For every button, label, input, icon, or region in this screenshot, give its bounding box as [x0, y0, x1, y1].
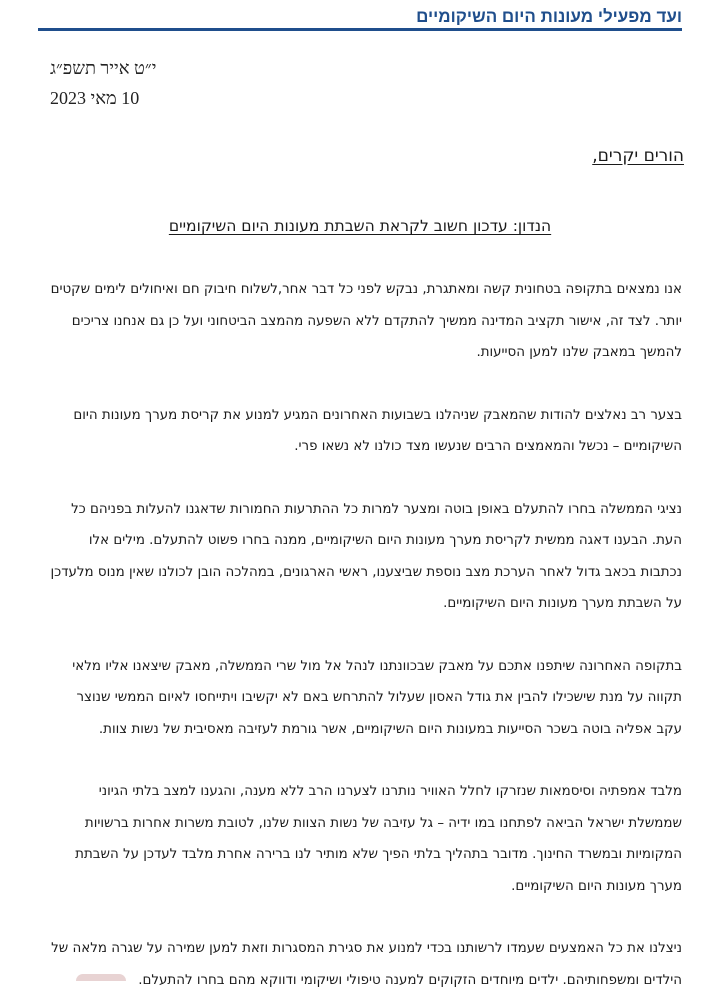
paragraph: בתקופה האחרונה שיתפנו אתכם על מאבק שבכוונתנו לנהל אל מול שרי הממשלה, מאבק שיצאנו אליו מלאי תקווה על מנת שישכילו להבין את גודל האסון שעלול להתרחש באם לא יקשיבו ויתייחסו לאיום הממשי שנוצר עקב אפליה בוטה בשכר הסייעות במעונות היום השיקומיים, אשר גורמת לעזיבה מאסיבית של נשות צוות. [72, 658, 682, 737]
paragraph: אנו נמצאים בתקופה בטחונית קשה ומאתגרת, נבקש לפני כל דבר אחר,לשלוח חיבוק חם ואיחולים לימים שקטים יותר. לצד זה, אישור תקציב המדינה ממשיך להתקדם ללא השפעה מהמצב הביטחוני ועל כן גם אנחנו צריכים להמשך במאבק שלנו למען הסייעות. [50, 282, 682, 360]
letter-body [50, 274, 682, 996]
decorative-mark [76, 974, 126, 981]
date-block [50, 58, 156, 118]
greeting: הורים יקרים, [592, 146, 684, 166]
subject-line: הנדון: עדכון חשוב לקראת השבתת מעונות היום השיקומיים [168, 217, 552, 235]
paragraph: בצער רב נאלצים להודות שהמאבק שניהלנו בשבועות האחרונים המגיע למנוע את קריסת מערך מעונות היום השיקומיים – נכשל והמאמצים הרבים שנעשו מצד כולנו לא נשאו פרי. [73, 407, 682, 454]
letterhead-rule [38, 28, 682, 31]
paragraph: נציגי הממשלה בחרו להתעלם באופן בוטה ומצער למרות כל ההתרעות החמורות שדאגנו להעלות בפניהם כל העת. הבענו דאגה ממשית לקריסת מערך מעונות היום השיקומיים, ממנה בחרו פשוט להתעלם. מילים אלו נכתבות בכאב גדול לאחר הערכת מצב נוספת שביצענו, ראשי הארגונים, במהלכה הובן לכולנו שאין מנוס מלעדכן על השבתת מערך מעונות היום השיקומיים. [50, 501, 682, 611]
letterhead-title: ועד מפעילי מעונות היום השיקומיים [416, 7, 682, 26]
paragraph: ניצלנו את כל האמצעים שעמדו לרשותנו בכדי למנוע את סגירת המסגרות וזאת למען שמירה על שגרה מלאה של הילדים ומשפחותיהם. ילדים מיוחדים הזקוקים למענה טיפולי ושיקומי ודווקא מהם בחרו להתעלם. [51, 941, 682, 988]
paragraph: מלבד אמפתיה וסיסמאות שנזרקו לחלל האוויר נותרנו לצערנו הרב ללא מענה, והגענו למצב בלתי הגיוני שממשלת ישראל הביאה לפתחנו במו ידיה – גל עזיבה של נשות הצוות שלנו, לטובת משרות אחרות ברשויות המקומיות ובמשרד החינוך. מדובר בתהליך בלתי הפיך שלא מותיר לנו ברירה אחרת מלבד לעדכן על השבתת מערך מעונות היום השיקומיים. [75, 784, 682, 894]
letterhead [0, 0, 720, 32]
gregorian-date: 10 מאי 2023 [50, 88, 140, 108]
hebrew-date: י״ט אייר תשפ״ג [50, 58, 157, 78]
